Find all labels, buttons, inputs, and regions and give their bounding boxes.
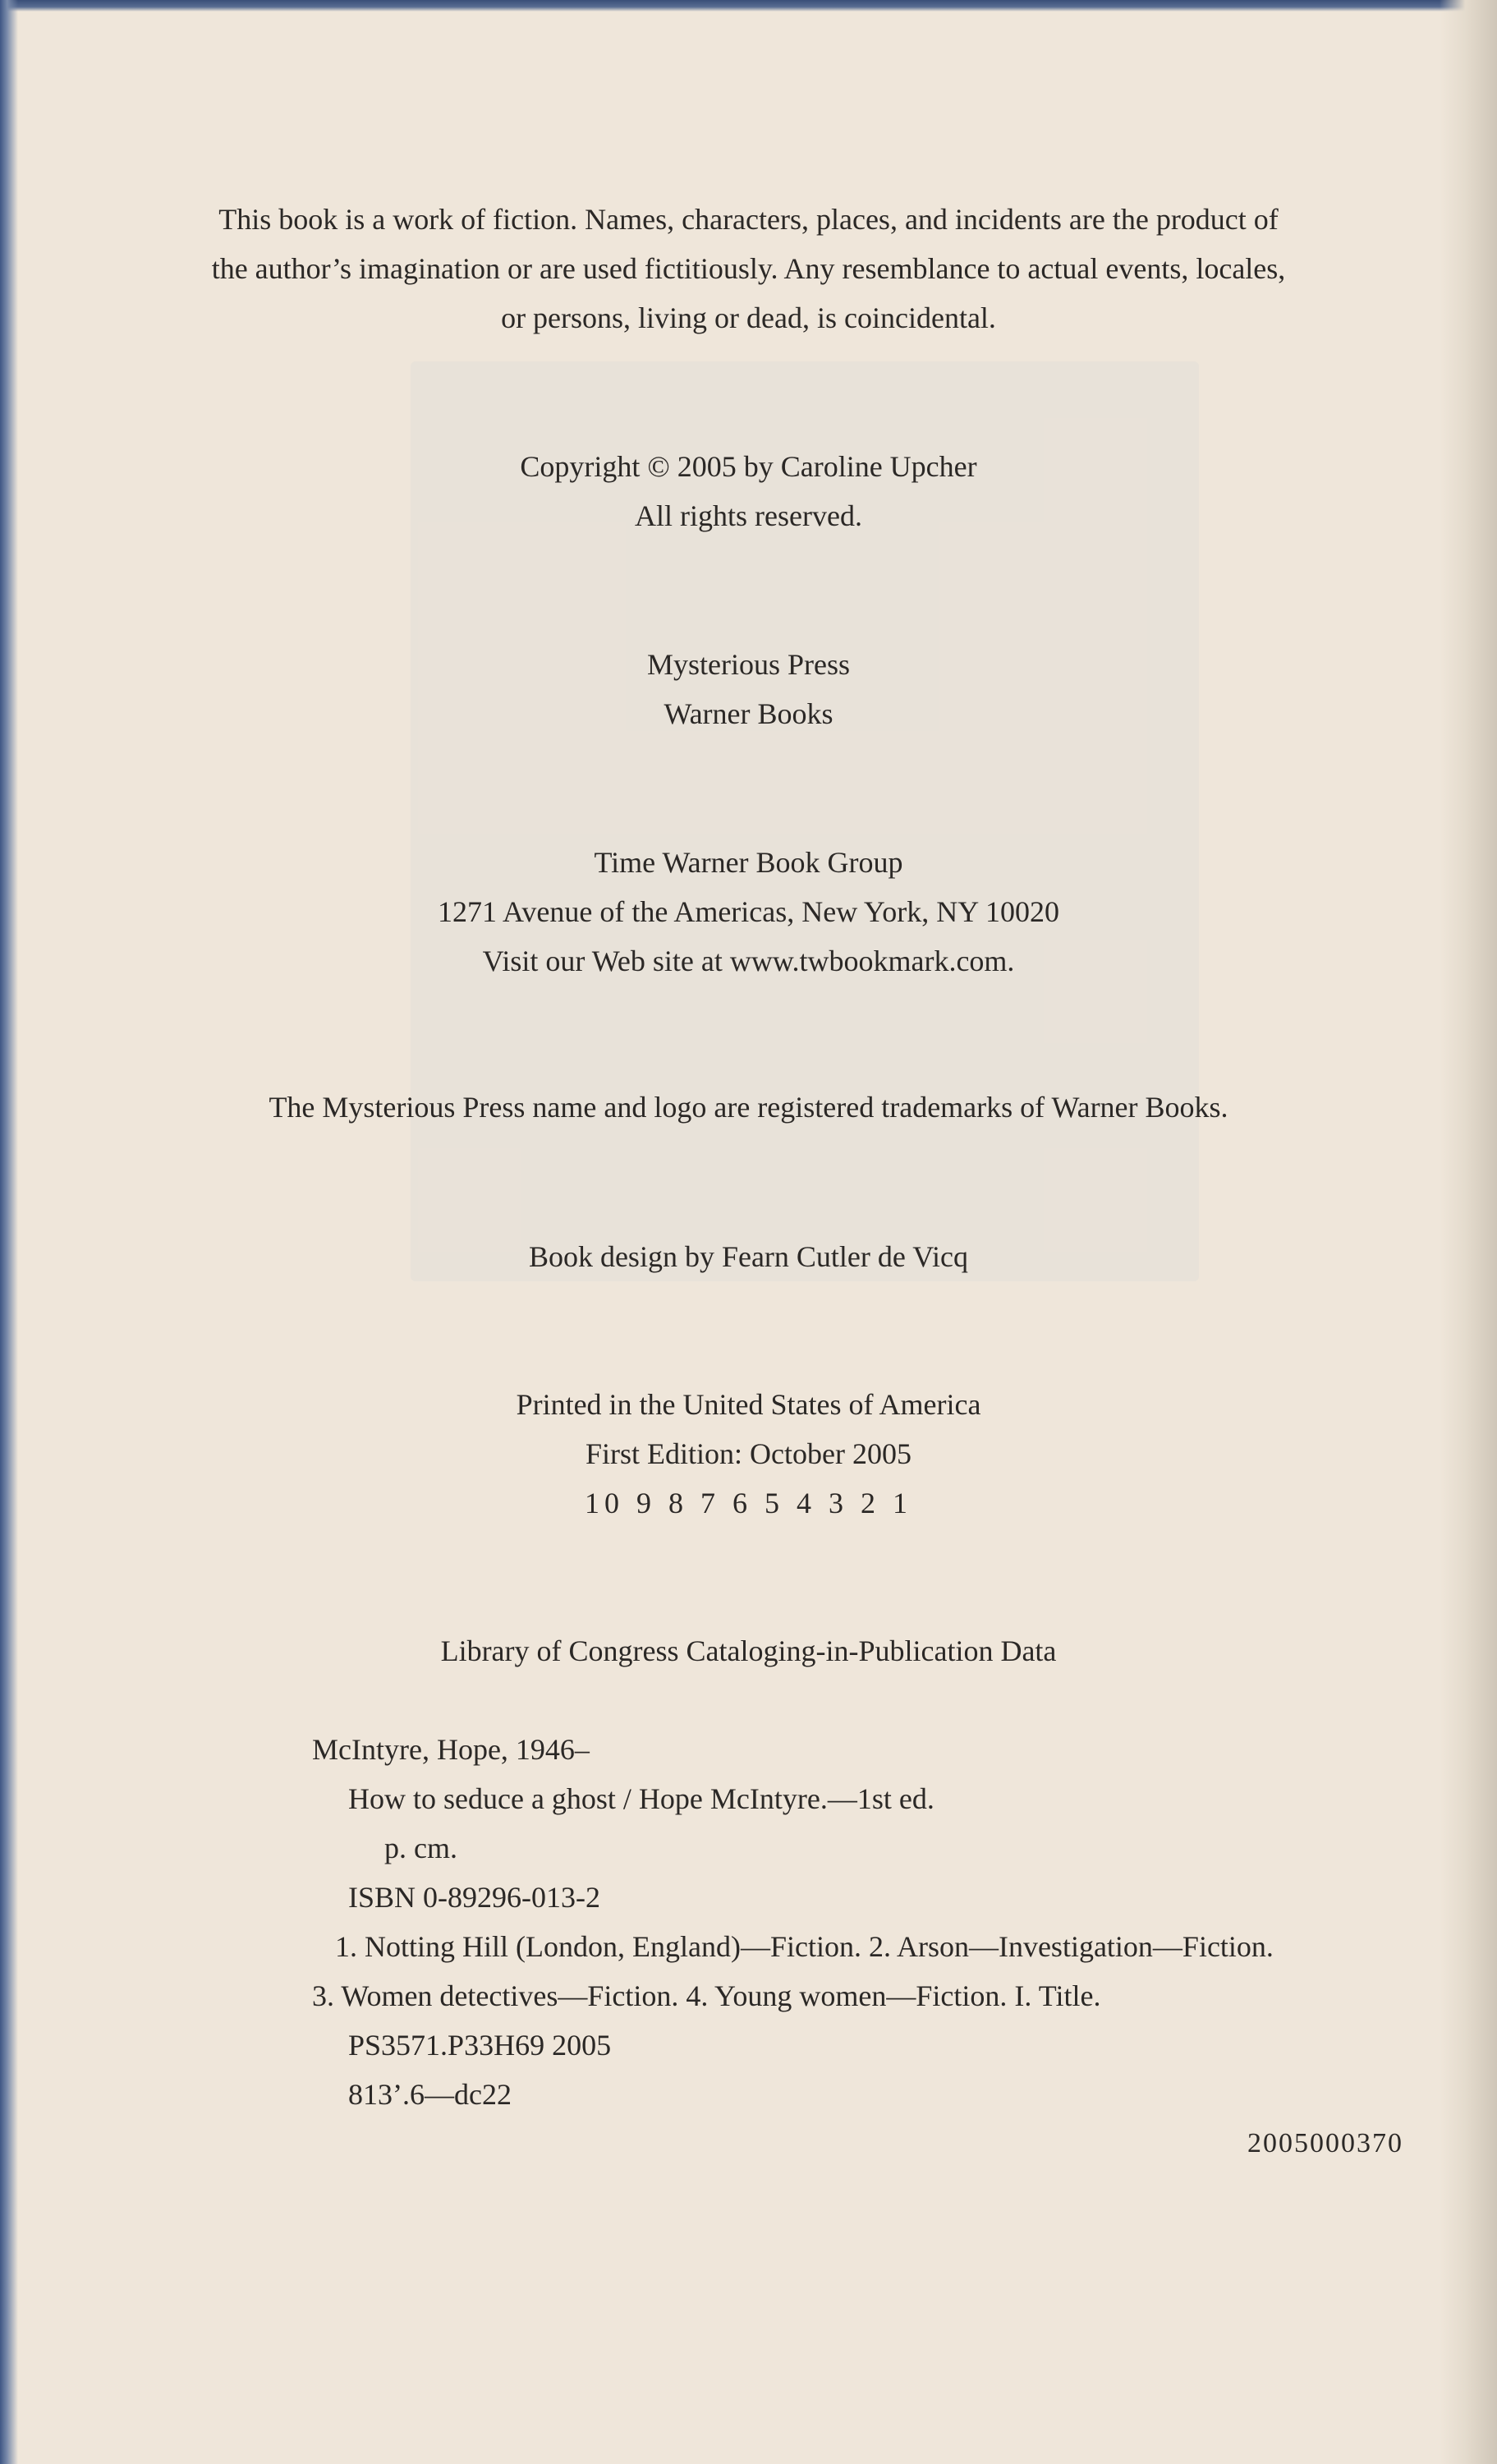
- publisher-line: Time Warner Book Group: [594, 846, 903, 879]
- disclaimer-line: This book is a work of fiction. Names, characters, places, and incidents are the product of: [218, 203, 1279, 236]
- disclaimer-line: or persons, living or dead, is coincidental.: [501, 301, 996, 334]
- cover-edge-top: [0, 0, 1497, 11]
- cip-author: McIntyre, Hope, 1946–: [312, 1733, 590, 1766]
- imprint-line: Mysterious Press: [646, 648, 850, 681]
- printing-line: First Edition: October 2005: [585, 1437, 912, 1470]
- trademark-line: The Mysterious Press name and logo are registered trademarks of Warner Books.: [269, 1091, 1228, 1124]
- publisher-address: [0, 838, 1497, 986]
- copyright-notice: [0, 442, 1497, 540]
- copyright-line: Copyright © 2005 by Caroline Upcher: [520, 450, 977, 483]
- lc-control-number: 2005000370: [1247, 2128, 1403, 2158]
- cip-isbn: ISBN 0-89296-013-2: [348, 1881, 600, 1914]
- cip-physical: p. cm.: [384, 1832, 457, 1864]
- imprint: [0, 640, 1497, 738]
- fiction-disclaimer: [0, 195, 1497, 342]
- cip-title: How to seduce a ghost / Hope McIntyre.—1st ed.: [348, 1782, 934, 1815]
- trademark-notice: [0, 1083, 1497, 1132]
- design-credit-line: Book design by Fearn Cutler de Vicq: [528, 1240, 969, 1273]
- cip-heading: [0, 1626, 1497, 1676]
- publisher-line: 1271 Avenue of the Americas, New York, NY 10020: [438, 895, 1059, 928]
- cip-record: [312, 1725, 1412, 2119]
- disclaimer-line: the author’s imagination or are used fictitiously. Any resemblance to actual events, locales,: [211, 252, 1286, 285]
- cip-subjects-1: 1. Notting Hill (London, England)—Fiction. 2. Arson—Investigation—Fiction.: [335, 1930, 1274, 1963]
- imprint-line: Warner Books: [664, 697, 833, 730]
- rights-line: All rights reserved.: [635, 499, 862, 532]
- cip-lc-class: PS3571.P33H69 2005: [348, 2029, 612, 2062]
- design-credit: [0, 1232, 1497, 1281]
- printing-line: Printed in the United States of America: [516, 1388, 981, 1421]
- cip-dewey-class: 813’.6—dc22: [348, 2078, 512, 2111]
- printing-info: [0, 1380, 1497, 1528]
- publisher-line: Visit our Web site at www.twbookmark.com.: [482, 945, 1015, 977]
- cip-subjects-2: 3. Women detectives—Fiction. 4. Young women—Fiction. I. Title.: [312, 1979, 1101, 2012]
- printing-line: 10 9 8 7 6 5 4 3 2 1: [585, 1487, 912, 1519]
- cip-heading-line: Library of Congress Cataloging-in-Publication Data: [440, 1634, 1057, 1667]
